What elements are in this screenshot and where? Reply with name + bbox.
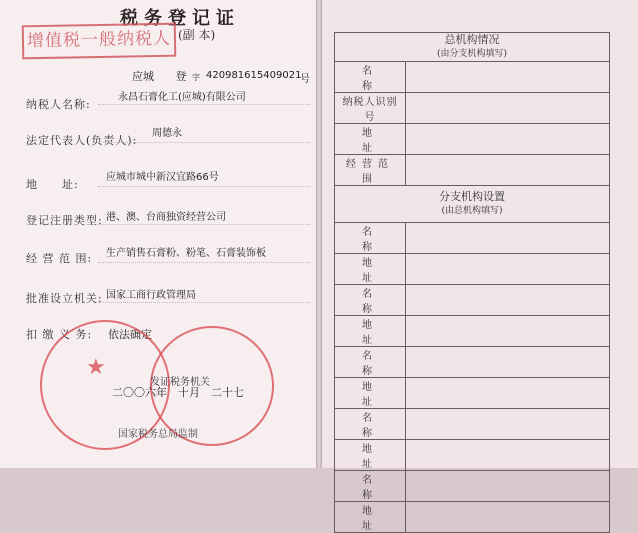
branch-header: [335, 186, 610, 223]
branch-name-cell: [406, 471, 610, 502]
branch-name-label: 名 称: [335, 347, 406, 378]
branch-address-cell: [406, 254, 610, 285]
branch-address-cell: [406, 378, 610, 409]
branch-address-cell: [406, 440, 610, 471]
field-label-address: 地 址:: [26, 178, 79, 191]
field-value-address: 应城市城中新汉宜路66号: [106, 172, 219, 183]
supervised-by: 国家税务总局监制: [118, 429, 198, 440]
branch-address-label: 地 址: [335, 440, 406, 471]
branch-name-cell: [406, 347, 610, 378]
dotted-line: [98, 104, 310, 108]
issue-date: 二〇〇六年 十月 二十七: [112, 386, 244, 399]
field-label-scope: 经 营 范 围:: [26, 252, 93, 265]
tax-reg-word: 字: [192, 73, 200, 82]
field-value-approval-authority: 国家工商行政管理局: [106, 290, 196, 301]
tax-reg-label: [132, 68, 200, 84]
branch-address-label: 地 址: [335, 502, 406, 533]
tax-reg-number: 420981615409021: [206, 70, 302, 81]
dotted-line: [98, 186, 310, 190]
head-taxid-cell: [406, 93, 610, 124]
dotted-line: [98, 224, 310, 228]
head-office-subtitle: (由分支机构填写): [436, 49, 508, 59]
tax-reg-prefix: 应城: [132, 70, 154, 83]
tax-reg-suffix: 号: [300, 74, 310, 85]
branch-name-cell: [406, 409, 610, 440]
head-taxid-label: 纳税人识别号: [335, 93, 406, 124]
dotted-line: [98, 262, 310, 266]
branch-name-label: 名 称: [335, 223, 406, 254]
field-value-withholding: 依法确定: [108, 328, 152, 341]
branch-name-cell: [406, 285, 610, 316]
branch-subtitle: (由总机构填写): [441, 206, 503, 216]
branch-address-cell: [406, 316, 610, 347]
field-label-withholding: 扣 缴 义 务:: [26, 328, 93, 341]
field-value-reg-type: 港、澳、台商独资经营公司: [106, 212, 226, 223]
field-value-legal-rep: 周德永: [152, 128, 182, 139]
field-value-name: 永昌石膏化工(应城)有限公司: [118, 92, 246, 103]
issuing-authority: 发证税务机关: [150, 377, 210, 388]
branch-name-cell: [406, 223, 610, 254]
dotted-line: [98, 302, 310, 306]
head-name-label: 名 称: [335, 62, 406, 93]
head-scope-cell: [406, 155, 610, 186]
vat-taxpayer-stamp: 增值税一般纳税人: [22, 23, 177, 60]
branch-title: 分支机构设置: [439, 190, 505, 203]
branch-name-label: 名 称: [335, 471, 406, 502]
seal-star-icon: ★: [86, 355, 106, 380]
field-label-legal-rep: 法定代表人(负责人):: [26, 134, 138, 147]
field-label-name: 纳税人名称:: [26, 98, 91, 111]
branch-name-label: 名 称: [335, 409, 406, 440]
head-name-cell: [406, 62, 610, 93]
branch-address-label: 地 址: [335, 254, 406, 285]
certificate-subtitle: (副 本): [178, 28, 216, 42]
branch-address-label: 地 址: [335, 316, 406, 347]
certificate-title: 税务登记证: [120, 8, 240, 29]
field-value-scope: 生产销售石膏粉、粉笔、石膏装饰板: [106, 248, 266, 259]
branch-info-table: [334, 32, 610, 533]
head-scope-label: 经营范围: [335, 155, 406, 186]
branch-address-cell: [406, 502, 610, 533]
head-address-cell: [406, 124, 610, 155]
field-label-approval-authority: 批准设立机关:: [26, 292, 103, 305]
left-page: [0, 0, 316, 468]
branch-address-label: 地 址: [335, 378, 406, 409]
tax-reg-mid: 登: [175, 70, 187, 83]
branch-name-label: 名 称: [335, 285, 406, 316]
dotted-line: [98, 142, 310, 146]
head-office-header: [335, 33, 610, 62]
head-office-title: 总机构情况: [444, 33, 500, 46]
head-address-label: 地 址: [335, 124, 406, 155]
field-label-reg-type: 登记注册类型:: [26, 214, 103, 227]
